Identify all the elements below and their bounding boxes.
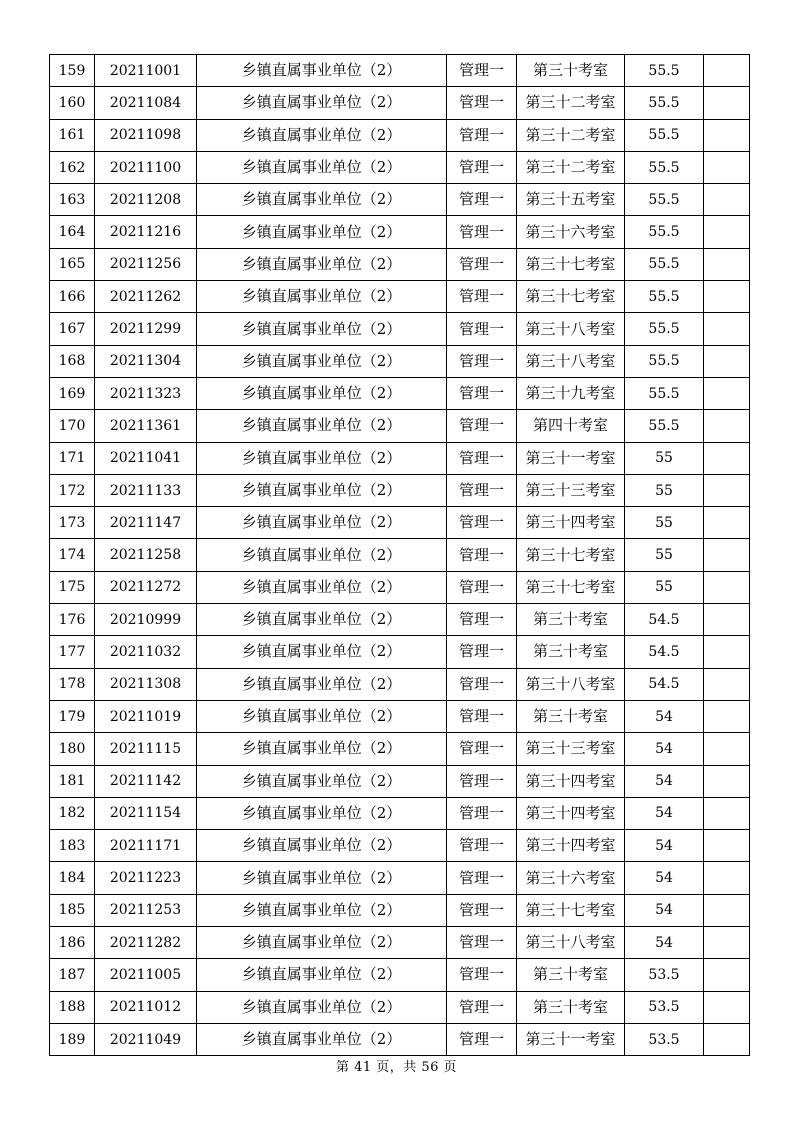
remark-cell — [704, 571, 750, 603]
sequence-number-cell: 164 — [50, 216, 95, 248]
exam-number-cell: 20211147 — [95, 507, 197, 539]
table-row — [50, 797, 750, 829]
sequence-number-cell: 162 — [50, 151, 95, 183]
exam-number-cell: 20211256 — [95, 248, 197, 280]
table-row — [50, 345, 750, 377]
remark-cell — [704, 151, 750, 183]
unit-cell: 乡镇直属事业单位（2） — [197, 797, 447, 829]
unit-cell: 乡镇直属事业单位（2） — [197, 184, 447, 216]
exam-room-cell: 第三十六考室 — [517, 216, 625, 248]
exam-number-cell: 20211223 — [95, 862, 197, 894]
exam-number-cell: 20211115 — [95, 733, 197, 765]
exam-number-cell: 20211032 — [95, 636, 197, 668]
exam-number-cell: 20211049 — [95, 1023, 197, 1055]
unit-cell: 乡镇直属事业单位（2） — [197, 442, 447, 474]
table-row — [50, 1023, 750, 1055]
remark-cell — [704, 184, 750, 216]
score-cell: 54 — [625, 927, 704, 959]
post-cell: 管理一 — [447, 1023, 517, 1055]
remark-cell — [704, 797, 750, 829]
exam-room-cell: 第三十九考室 — [517, 377, 625, 409]
sequence-number-cell: 177 — [50, 636, 95, 668]
sequence-number-cell: 186 — [50, 927, 95, 959]
sequence-number-cell: 180 — [50, 733, 95, 765]
remark-cell — [704, 733, 750, 765]
table-row — [50, 55, 750, 87]
remark-cell — [704, 377, 750, 409]
table-row — [50, 862, 750, 894]
unit-cell: 乡镇直属事业单位（2） — [197, 700, 447, 732]
post-cell: 管理一 — [447, 797, 517, 829]
unit-cell: 乡镇直属事业单位（2） — [197, 55, 447, 87]
post-cell: 管理一 — [447, 474, 517, 506]
post-cell: 管理一 — [447, 216, 517, 248]
remark-cell — [704, 991, 750, 1023]
remark-cell — [704, 119, 750, 151]
score-cell: 53.5 — [625, 1023, 704, 1055]
sequence-number-cell: 182 — [50, 797, 95, 829]
unit-cell: 乡镇直属事业单位（2） — [197, 248, 447, 280]
table-row — [50, 991, 750, 1023]
sequence-number-cell: 189 — [50, 1023, 95, 1055]
remark-cell — [704, 1023, 750, 1055]
sequence-number-cell: 166 — [50, 281, 95, 313]
exam-number-cell: 20211019 — [95, 700, 197, 732]
exam-number-cell: 20211208 — [95, 184, 197, 216]
exam-number-cell: 20211100 — [95, 151, 197, 183]
sequence-number-cell: 188 — [50, 991, 95, 1023]
exam-number-cell: 20211133 — [95, 474, 197, 506]
unit-cell: 乡镇直属事业单位（2） — [197, 410, 447, 442]
exam-number-cell: 20211005 — [95, 959, 197, 991]
exam-number-cell: 20211262 — [95, 281, 197, 313]
sequence-number-cell: 161 — [50, 119, 95, 151]
post-cell: 管理一 — [447, 604, 517, 636]
unit-cell: 乡镇直属事业单位（2） — [197, 216, 447, 248]
remark-cell — [704, 700, 750, 732]
exam-room-cell: 第三十三考室 — [517, 474, 625, 506]
sequence-number-cell: 165 — [50, 248, 95, 280]
exam-number-cell: 20211084 — [95, 87, 197, 119]
table-row — [50, 830, 750, 862]
score-cell: 55 — [625, 442, 704, 474]
exam-room-cell: 第三十七考室 — [517, 248, 625, 280]
score-cell: 55.5 — [625, 281, 704, 313]
post-cell: 管理一 — [447, 539, 517, 571]
exam-number-cell: 20211258 — [95, 539, 197, 571]
exam-room-cell: 第三十考室 — [517, 604, 625, 636]
sequence-number-cell: 163 — [50, 184, 95, 216]
exam-room-cell: 第三十考室 — [517, 991, 625, 1023]
post-cell: 管理一 — [447, 442, 517, 474]
unit-cell: 乡镇直属事业单位（2） — [197, 862, 447, 894]
exam-room-cell: 第三十考室 — [517, 959, 625, 991]
unit-cell: 乡镇直属事业单位（2） — [197, 507, 447, 539]
score-cell: 55.5 — [625, 248, 704, 280]
score-cell: 54 — [625, 830, 704, 862]
unit-cell: 乡镇直属事业单位（2） — [197, 959, 447, 991]
table-row — [50, 733, 750, 765]
post-cell: 管理一 — [447, 507, 517, 539]
post-cell: 管理一 — [447, 313, 517, 345]
sequence-number-cell: 174 — [50, 539, 95, 571]
table-row — [50, 700, 750, 732]
remark-cell — [704, 55, 750, 87]
remark-cell — [704, 539, 750, 571]
unit-cell: 乡镇直属事业单位（2） — [197, 668, 447, 700]
table-row — [50, 248, 750, 280]
exam-room-cell: 第三十八考室 — [517, 345, 625, 377]
remark-cell — [704, 668, 750, 700]
sequence-number-cell: 170 — [50, 410, 95, 442]
score-cell: 55.5 — [625, 410, 704, 442]
post-cell: 管理一 — [447, 184, 517, 216]
table-row — [50, 668, 750, 700]
table-row — [50, 87, 750, 119]
exam-room-cell: 第三十七考室 — [517, 571, 625, 603]
score-cell: 55.5 — [625, 345, 704, 377]
sequence-number-cell: 173 — [50, 507, 95, 539]
unit-cell: 乡镇直属事业单位（2） — [197, 377, 447, 409]
post-cell: 管理一 — [447, 991, 517, 1023]
post-cell: 管理一 — [447, 668, 517, 700]
remark-cell — [704, 474, 750, 506]
exam-number-cell: 20211216 — [95, 216, 197, 248]
sequence-number-cell: 168 — [50, 345, 95, 377]
unit-cell: 乡镇直属事业单位（2） — [197, 571, 447, 603]
unit-cell: 乡镇直属事业单位（2） — [197, 87, 447, 119]
exam-room-cell: 第三十二考室 — [517, 87, 625, 119]
sequence-number-cell: 171 — [50, 442, 95, 474]
score-cell: 55.5 — [625, 313, 704, 345]
post-cell: 管理一 — [447, 765, 517, 797]
table-row — [50, 571, 750, 603]
post-cell: 管理一 — [447, 571, 517, 603]
table-row — [50, 313, 750, 345]
exam-number-cell: 20211041 — [95, 442, 197, 474]
score-cell: 53.5 — [625, 991, 704, 1023]
table-row — [50, 927, 750, 959]
exam-number-cell: 20211308 — [95, 668, 197, 700]
exam-number-cell: 20211171 — [95, 830, 197, 862]
exam-number-cell: 20210999 — [95, 604, 197, 636]
exam-number-cell: 20211253 — [95, 894, 197, 926]
post-cell: 管理一 — [447, 248, 517, 280]
table-row — [50, 507, 750, 539]
exam-room-cell: 第三十五考室 — [517, 184, 625, 216]
sequence-number-cell: 172 — [50, 474, 95, 506]
sequence-number-cell: 183 — [50, 830, 95, 862]
remark-cell — [704, 410, 750, 442]
exam-room-cell: 第三十二考室 — [517, 119, 625, 151]
score-cell: 54 — [625, 797, 704, 829]
score-cell: 54 — [625, 700, 704, 732]
sequence-number-cell: 169 — [50, 377, 95, 409]
post-cell: 管理一 — [447, 281, 517, 313]
exam-room-cell: 第三十七考室 — [517, 281, 625, 313]
unit-cell: 乡镇直属事业单位（2） — [197, 539, 447, 571]
score-cell: 53.5 — [625, 959, 704, 991]
unit-cell: 乡镇直属事业单位（2） — [197, 894, 447, 926]
post-cell: 管理一 — [447, 959, 517, 991]
post-cell: 管理一 — [447, 345, 517, 377]
exam-number-cell: 20211323 — [95, 377, 197, 409]
score-cell: 55.5 — [625, 377, 704, 409]
exam-room-cell: 第四十考室 — [517, 410, 625, 442]
score-cell: 54 — [625, 862, 704, 894]
table-body — [50, 55, 750, 1056]
remark-cell — [704, 248, 750, 280]
score-cell: 55 — [625, 474, 704, 506]
remark-cell — [704, 894, 750, 926]
post-cell: 管理一 — [447, 151, 517, 183]
table-row — [50, 765, 750, 797]
post-cell: 管理一 — [447, 55, 517, 87]
results-table — [49, 54, 750, 1056]
score-cell: 55.5 — [625, 184, 704, 216]
exam-number-cell: 20211154 — [95, 797, 197, 829]
score-cell: 54.5 — [625, 604, 704, 636]
exam-room-cell: 第三十一考室 — [517, 1023, 625, 1055]
unit-cell: 乡镇直属事业单位（2） — [197, 733, 447, 765]
exam-number-cell: 20211304 — [95, 345, 197, 377]
post-cell: 管理一 — [447, 927, 517, 959]
table-row — [50, 410, 750, 442]
remark-cell — [704, 87, 750, 119]
score-cell: 54.5 — [625, 668, 704, 700]
remark-cell — [704, 830, 750, 862]
exam-room-cell: 第三十四考室 — [517, 765, 625, 797]
unit-cell: 乡镇直属事业单位（2） — [197, 119, 447, 151]
table-row — [50, 119, 750, 151]
exam-room-cell: 第三十考室 — [517, 636, 625, 668]
remark-cell — [704, 604, 750, 636]
exam-room-cell: 第三十七考室 — [517, 894, 625, 926]
exam-room-cell: 第三十七考室 — [517, 539, 625, 571]
exam-number-cell: 20211361 — [95, 410, 197, 442]
exam-room-cell: 第三十考室 — [517, 55, 625, 87]
table-row — [50, 151, 750, 183]
remark-cell — [704, 862, 750, 894]
remark-cell — [704, 442, 750, 474]
sequence-number-cell: 185 — [50, 894, 95, 926]
remark-cell — [704, 216, 750, 248]
score-cell: 54 — [625, 733, 704, 765]
remark-cell — [704, 765, 750, 797]
score-cell: 55 — [625, 571, 704, 603]
unit-cell: 乡镇直属事业单位（2） — [197, 1023, 447, 1055]
exam-room-cell: 第三十一考室 — [517, 442, 625, 474]
score-cell: 54 — [625, 765, 704, 797]
table-row — [50, 474, 750, 506]
table-row — [50, 377, 750, 409]
post-cell: 管理一 — [447, 87, 517, 119]
post-cell: 管理一 — [447, 862, 517, 894]
sequence-number-cell: 160 — [50, 87, 95, 119]
unit-cell: 乡镇直属事业单位（2） — [197, 765, 447, 797]
sequence-number-cell: 187 — [50, 959, 95, 991]
unit-cell: 乡镇直属事业单位（2） — [197, 604, 447, 636]
exam-room-cell: 第三十四考室 — [517, 507, 625, 539]
exam-number-cell: 20211272 — [95, 571, 197, 603]
post-cell: 管理一 — [447, 119, 517, 151]
sequence-number-cell: 176 — [50, 604, 95, 636]
remark-cell — [704, 636, 750, 668]
table-row — [50, 184, 750, 216]
remark-cell — [704, 345, 750, 377]
score-cell: 55 — [625, 507, 704, 539]
post-cell: 管理一 — [447, 733, 517, 765]
post-cell: 管理一 — [447, 377, 517, 409]
exam-room-cell: 第三十四考室 — [517, 830, 625, 862]
unit-cell: 乡镇直属事业单位（2） — [197, 313, 447, 345]
post-cell: 管理一 — [447, 410, 517, 442]
unit-cell: 乡镇直属事业单位（2） — [197, 474, 447, 506]
exam-number-cell: 20211001 — [95, 55, 197, 87]
table-row — [50, 442, 750, 474]
table-row — [50, 636, 750, 668]
post-cell: 管理一 — [447, 830, 517, 862]
sequence-number-cell: 178 — [50, 668, 95, 700]
table-row — [50, 281, 750, 313]
score-cell: 54.5 — [625, 636, 704, 668]
score-cell: 55.5 — [625, 216, 704, 248]
exam-room-cell: 第三十八考室 — [517, 927, 625, 959]
table-row — [50, 604, 750, 636]
unit-cell: 乡镇直属事业单位（2） — [197, 345, 447, 377]
sequence-number-cell: 159 — [50, 55, 95, 87]
unit-cell: 乡镇直属事业单位（2） — [197, 991, 447, 1023]
table-row — [50, 539, 750, 571]
exam-room-cell: 第三十三考室 — [517, 733, 625, 765]
remark-cell — [704, 281, 750, 313]
score-cell: 55.5 — [625, 119, 704, 151]
table-row — [50, 894, 750, 926]
sequence-number-cell: 181 — [50, 765, 95, 797]
post-cell: 管理一 — [447, 700, 517, 732]
sequence-number-cell: 167 — [50, 313, 95, 345]
table-row — [50, 959, 750, 991]
unit-cell: 乡镇直属事业单位（2） — [197, 281, 447, 313]
exam-room-cell: 第三十四考室 — [517, 797, 625, 829]
score-cell: 54 — [625, 894, 704, 926]
exam-number-cell: 20211299 — [95, 313, 197, 345]
post-cell: 管理一 — [447, 894, 517, 926]
exam-room-cell: 第三十八考室 — [517, 668, 625, 700]
remark-cell — [704, 507, 750, 539]
post-cell: 管理一 — [447, 636, 517, 668]
exam-number-cell: 20211282 — [95, 927, 197, 959]
sequence-number-cell: 175 — [50, 571, 95, 603]
exam-room-cell: 第三十八考室 — [517, 313, 625, 345]
exam-room-cell: 第三十考室 — [517, 700, 625, 732]
remark-cell — [704, 313, 750, 345]
table-row — [50, 216, 750, 248]
score-cell: 55 — [625, 539, 704, 571]
score-cell: 55.5 — [625, 87, 704, 119]
exam-room-cell: 第三十二考室 — [517, 151, 625, 183]
unit-cell: 乡镇直属事业单位（2） — [197, 927, 447, 959]
remark-cell — [704, 959, 750, 991]
exam-number-cell: 20211098 — [95, 119, 197, 151]
unit-cell: 乡镇直属事业单位（2） — [197, 830, 447, 862]
page-number-footer: 第 41 页，共 56 页 — [335, 1060, 458, 1075]
score-cell: 55.5 — [625, 55, 704, 87]
score-cell: 55.5 — [625, 151, 704, 183]
exam-room-cell: 第三十六考室 — [517, 862, 625, 894]
sequence-number-cell: 184 — [50, 862, 95, 894]
exam-number-cell: 20211012 — [95, 991, 197, 1023]
sequence-number-cell: 179 — [50, 700, 95, 732]
unit-cell: 乡镇直属事业单位（2） — [197, 151, 447, 183]
remark-cell — [704, 927, 750, 959]
exam-number-cell: 20211142 — [95, 765, 197, 797]
unit-cell: 乡镇直属事业单位（2） — [197, 636, 447, 668]
